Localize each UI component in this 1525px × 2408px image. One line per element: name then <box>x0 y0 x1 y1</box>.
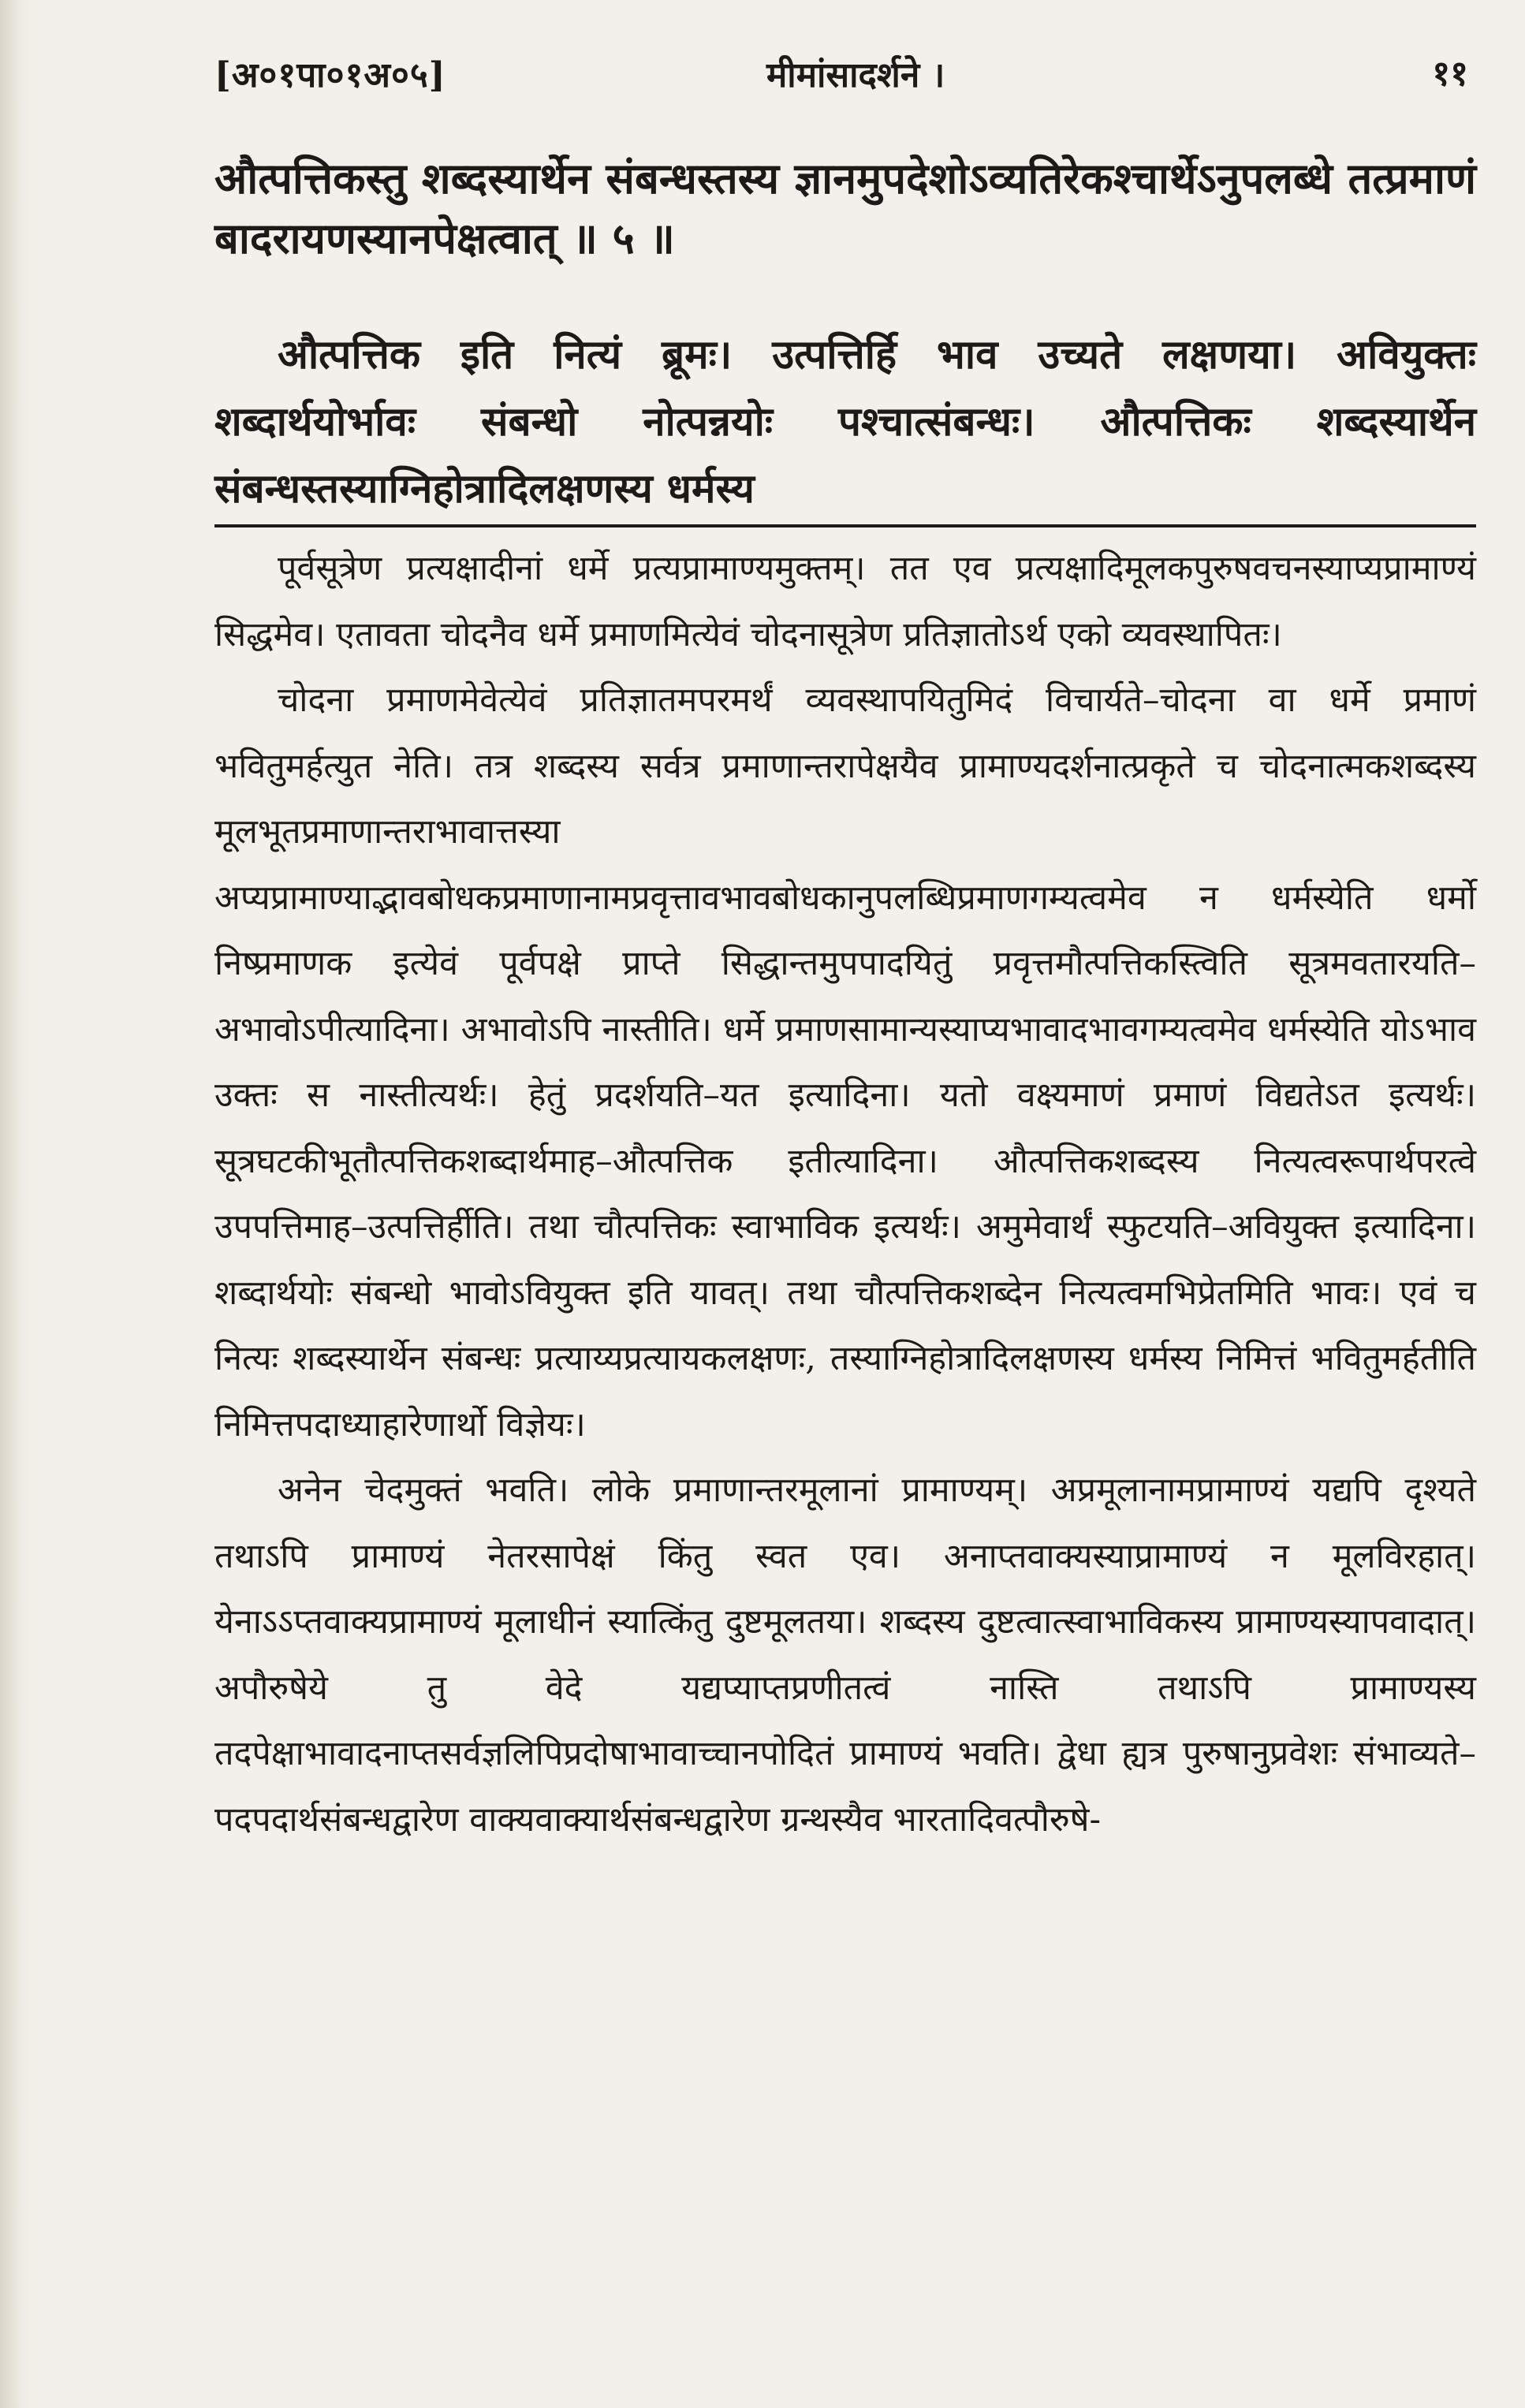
running-title: मीमांसादर्शने । <box>766 55 945 95</box>
commentary-paragraph-1: पूर्वसूत्रेण प्रत्यक्षादीनां धर्मे प्रत्यप्रामाण्यमुक्तम्। तत एव प्रत्यक्षादिमूलकपुरुषवचनस्याप्यप्रामाण्यं सिद्धमेव। एतावता चोदनैव धर्मे प्रमाणमित्येवं चोदनासूत्रेण प्रतिज्ञातोऽर्थ एको व्यवस्थापितः। <box>214 549 1476 654</box>
section-divider <box>214 524 1476 527</box>
commentary-paragraph-2: चोदना प्रमाणमेवेत्येवं प्रतिज्ञातमपरमर्थं व्यवस्थापयितुमिदं विचार्यते–चोदना वा धर्मे प्रमाणं भवितुमर्हत्युत नेति। तत्र शब्दस्य सर्वत्र प्रमाणान्तरापेक्षयैव प्रामाण्यदर्शनात्प्रकृते च चोदनात्मकशब्दस्य मूलभूतप्रमाणान्तराभावात्तस्या अप्यप्रामाण्याद्भावबोधकप्रमाणानामप्रवृत्तावभावबोधकानुपलब्धिप्रमाणगम्यत्वमेव न धर्मस्येति धर्मो निष्प्रमाणक इत्येवं पूर्वपक्षे प्राप्ते सिद्धान्तमुपपादयितुं प्रवृत्तमौत्पत्तिकस्त्विति सूत्रमवतारयति–अभावोऽपीत्यादिना। अभावोऽपि नास्तीति। धर्मे प्रमाणसामान्यस्याप्यभावादभावगम्यत्वमेव धर्मस्येति योऽभाव उक्तः स नास्तीत्यर्थः। हेतुं प्रदर्शयति–यत इत्यादिना। यतो वक्ष्यमाणं प्रमाणं विद्यतेऽत इत्यर्थः। सूत्रघटकीभूतौत्पत्तिकशब्दार्थमाह–औत्पत्तिक इतीत्यादिना। औत्पत्तिकशब्दस्य नित्यत्वरूपार्थपरत्वे उपपत्तिमाह–उत्पत्तिर्हीति। तथा चौत्पत्तिकः स्वाभाविक इत्यर्थः। अमुमेवार्थं स्फुटयति–अवियुक्त इत्यादिना। शब्दार्थयोः संबन्धो भावोऽवियुक्त इति यावत्। तथा चौत्पत्तिकशब्देन नित्यत्वमभिप्रेतमिति भावः। एवं च नित्यः शब्दस्यार्थेन संबन्धः प्रत्याय्यप्रत्यायकलक्षणः, तस्याग्निहोत्रादिलक्षणस्य धर्मस्य निमित्तं भवितुमर्हतीति निमित्तपदाध्याहारेणार्थो विज्ञेयः। <box>214 680 1476 1444</box>
commentary <box>214 536 1476 1853</box>
page-number: ११ <box>1432 54 1468 94</box>
book-spine-shadow <box>0 0 32 2408</box>
section-reference: [अ०१पा०१अ०५] <box>214 55 446 95</box>
bhashya-text: औत्पत्तिक इति नित्यं ब्रूमः। उत्पत्तिर्हि भाव उच्यते लक्षणया। अवियुक्तः शब्दार्थयोर्भावः संबन्धो नोत्पन्नयोः पश्चात्संबन्धः। औत्पत्तिकः शब्दस्यार्थेन संबन्धस्तस्याग्निहोत्रादिलक्षणस्य धर्मस्य <box>214 331 1476 513</box>
sutra-text: औत्पत्तिकस्तु शब्दस्यार्थेन संबन्धस्तस्य ज्ञानमुपदेशोऽव्यतिरेकश्चार्थेऽनुपलब्धे तत्प्रमाणं बादरायणस्यानपेक्षत्वात् ॥ ५ ॥ <box>214 153 1476 263</box>
commentary-paragraph-3: अनेन चेदमुक्तं भवति। लोके प्रमाणान्तरमूलानां प्रामाण्यम्। अप्रमूलानामप्रामाण्यं यद्यपि दृश्यते तथाऽपि प्रामाण्यं नेतरसापेक्षं किंतु स्वत एव। अनाप्तवाक्यस्याप्रामाण्यं न मूलविरहात्। येनाऽऽप्तवाक्यप्रामाण्यं मूलाधीनं स्यात्किंतु दुष्टमूलतया। शब्दस्य दुष्टत्वात्स्वाभाविकस्य प्रामाण्यस्यापवादात्। अपौरुषेये तु वेदे यद्यप्याप्तप्रणीतत्वं नास्ति तथाऽपि प्रामाण्यस्य तदपेक्षाभावादनाप्तसर्वज्ञलिपिप्रदोषाभावाच्चानपोदितं प्रामाण्यं भवति। द्वेधा ह्यत्र पुरुषानुप्रवेशः संभाव्यते–पदपदार्थसंबन्धद्वारेण वाक्यवाक्यार्थसंबन्धद्वारेण ग्रन्थस्यैव भारतादिवत्पौरुषे- <box>214 1471 1476 1840</box>
running-header <box>214 43 1476 114</box>
